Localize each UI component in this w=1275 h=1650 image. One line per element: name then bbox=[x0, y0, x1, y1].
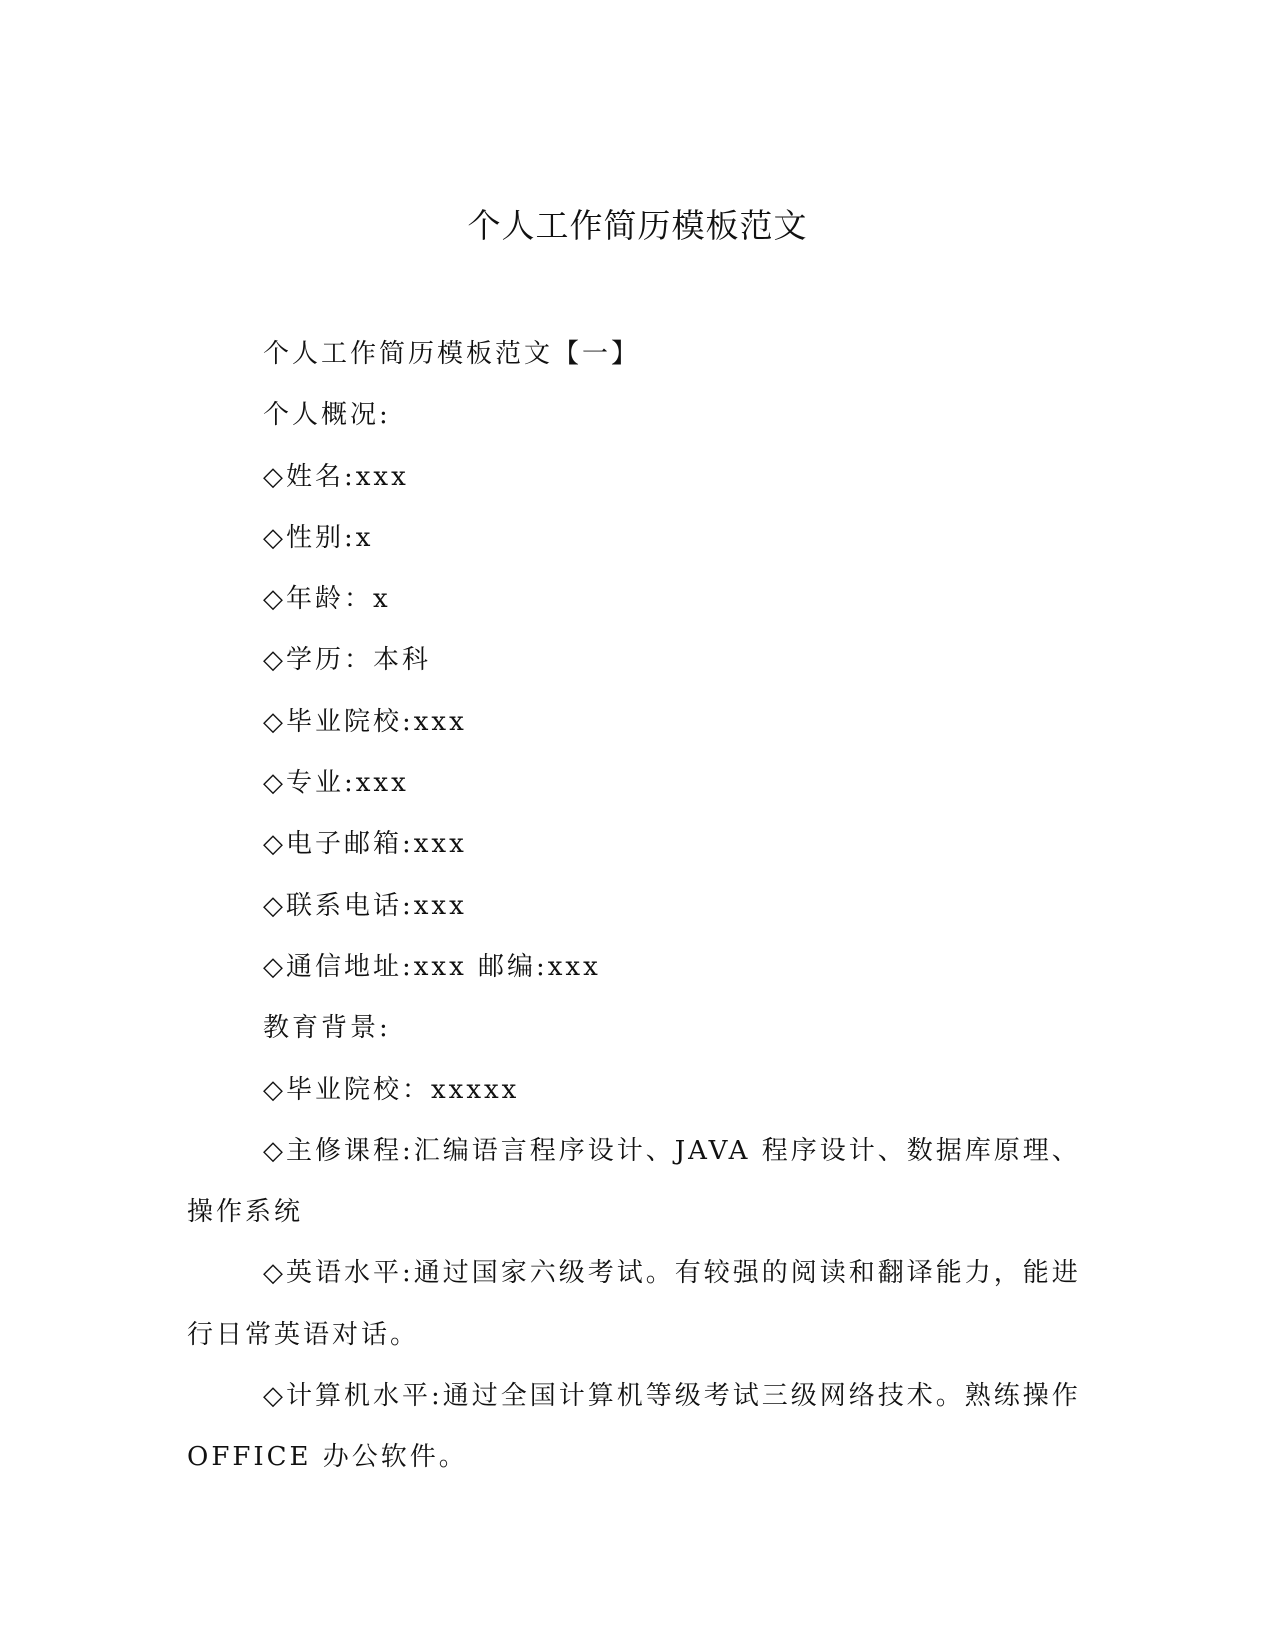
info-item: ◇学历：本科 bbox=[263, 645, 431, 676]
document-title: 个人工作简历模板范文 bbox=[467, 206, 808, 245]
subsection-heading: 个人概况: bbox=[263, 400, 391, 431]
document-body bbox=[187, 324, 1087, 1489]
info-item: ◇计算机水平:通过全国计算机等级考试三级网络技术。熟练操作 OFFICE 办公软件。 bbox=[187, 1381, 1081, 1473]
info-item: ◇专业:xxx bbox=[263, 768, 409, 799]
info-item: ◇性别:x bbox=[263, 522, 374, 553]
info-item: ◇年龄：x bbox=[263, 584, 391, 615]
info-item: ◇毕业院校：xxxxx bbox=[263, 1074, 520, 1105]
info-item: ◇联系电话:xxx bbox=[263, 890, 467, 921]
info-item: ◇电子邮箱:xxx bbox=[263, 829, 467, 860]
info-item: ◇姓名:xxx bbox=[263, 461, 409, 492]
subsection-heading: 教育背景: bbox=[263, 1013, 391, 1044]
info-item: ◇毕业院校:xxx bbox=[263, 706, 467, 737]
info-item: ◇通信地址:xxx 邮编:xxx bbox=[263, 951, 601, 982]
info-item: ◇主修课程:汇编语言程序设计、JAVA 程序设计、数据库原理、操作系统 bbox=[187, 1135, 1081, 1228]
info-item: ◇英语水平:通过国家六级考试。有较强的阅读和翻译能力，能进行日常英语对话。 bbox=[187, 1258, 1081, 1350]
section-heading: 个人工作简历模板范文【一】 bbox=[263, 339, 641, 369]
